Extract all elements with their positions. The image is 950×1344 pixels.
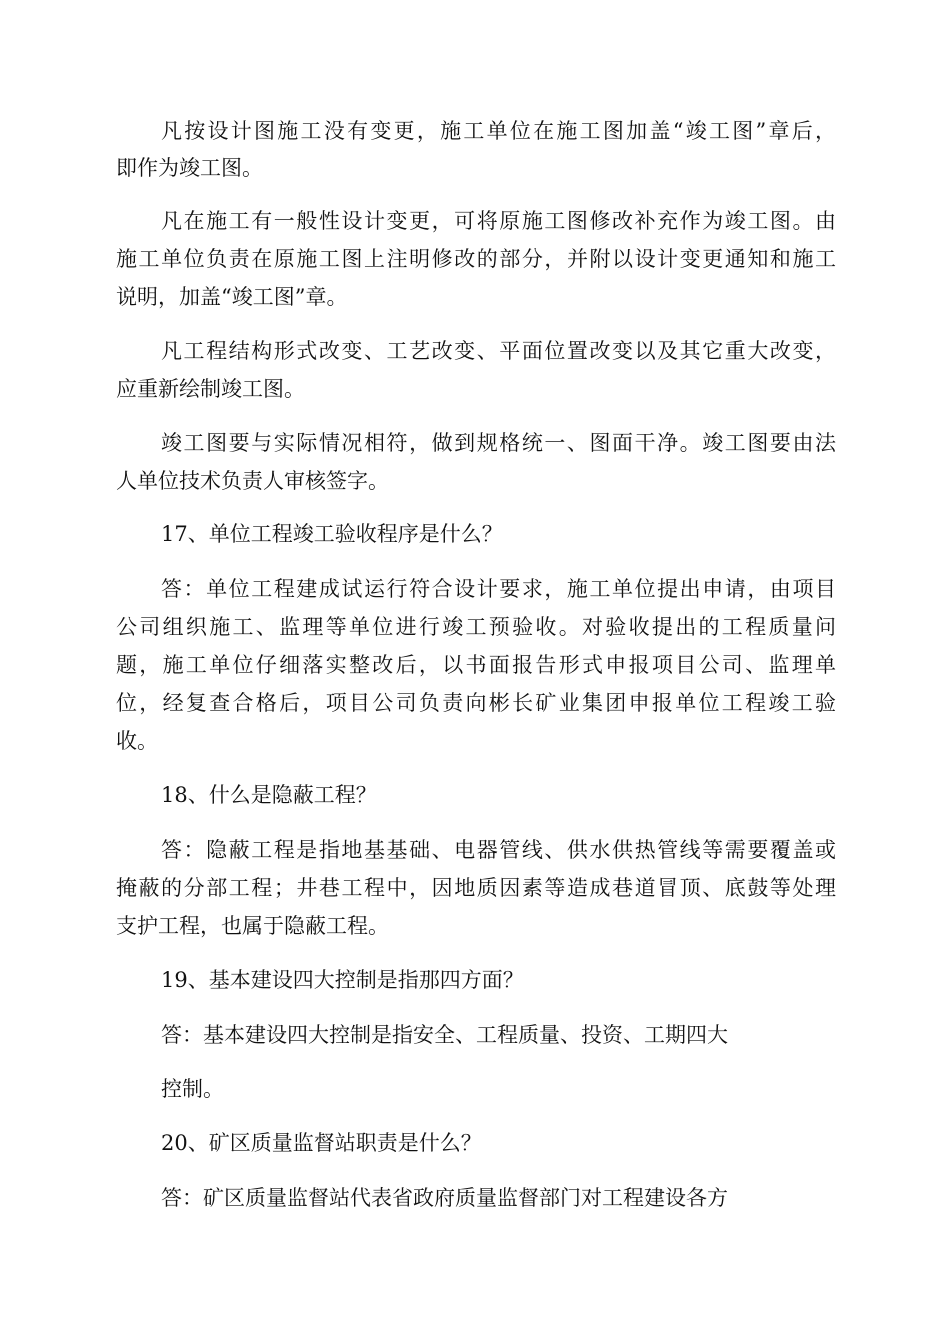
answer-line: 答：隐蔽工程是指地基基础、电器管线、供水供热管线等需要覆盖或 [161,838,836,862]
answer-line: 答：矿区质量监督站代表省政府质量监督部门对工程建设各方 [161,1186,728,1210]
answer-line: 支护工程，也属于隐蔽工程。 [116,914,389,938]
answer-line: 控制。 [161,1077,224,1101]
question-heading: 19、基本建设四大控制是指那四方面？ [161,968,524,992]
paragraph-line: 即作为竣工图。 [116,156,263,180]
question-heading: 20、矿区质量监督站职责是什么？ [161,1131,482,1155]
answer-line: 公司组织施工、监理等单位进行竣工预验收。对验收提出的工程质量问 [116,615,836,639]
paragraph-line: 凡工程结构形式改变、工艺改变、平面位置改变以及其它重大改变， [161,339,836,363]
answer-line: 题，施工单位仔细落实整改后，以书面报告形式申报项目公司、监理单 [116,653,836,677]
paragraph-line: 凡按设计图施工没有变更，施工单位在施工图加盖“竣工图”章后， [161,119,836,143]
question-heading: 18、什么是隐蔽工程？ [161,783,377,807]
paragraph-line: 施工单位负责在原施工图上注明修改的部分，并附以设计变更通知和施工 [116,247,836,271]
answer-line: 掩蔽的分部工程；井巷工程中，因地质因素等造成巷道冒顶、底鼓等处理 [116,876,836,900]
paragraph-line: 应重新绘制竣工图。 [116,377,305,401]
paragraph-line: 凡在施工有一般性设计变更，可将原施工图修改补充作为竣工图。由 [161,209,836,233]
paragraph-line: 人单位技术负责人审核签字。 [116,469,389,493]
paragraph-line: 竣工图要与实际情况相符，做到规格统一、图面干净。竣工图要由法 [161,431,836,455]
answer-line: 收。 [116,729,158,753]
answer-line: 位，经复查合格后，项目公司负责向彬长矿业集团申报单位工程竣工验 [116,691,836,715]
answer-line: 答：基本建设四大控制是指安全、工程质量、投资、工期四大 [161,1023,728,1047]
paragraph-line: 说明，加盖“竣工图”章。 [116,285,348,309]
question-heading: 17、单位工程竣工验收程序是什么？ [161,522,503,546]
answer-line: 答：单位工程建成试运行符合设计要求，施工单位提出申请，由项目 [161,577,836,601]
